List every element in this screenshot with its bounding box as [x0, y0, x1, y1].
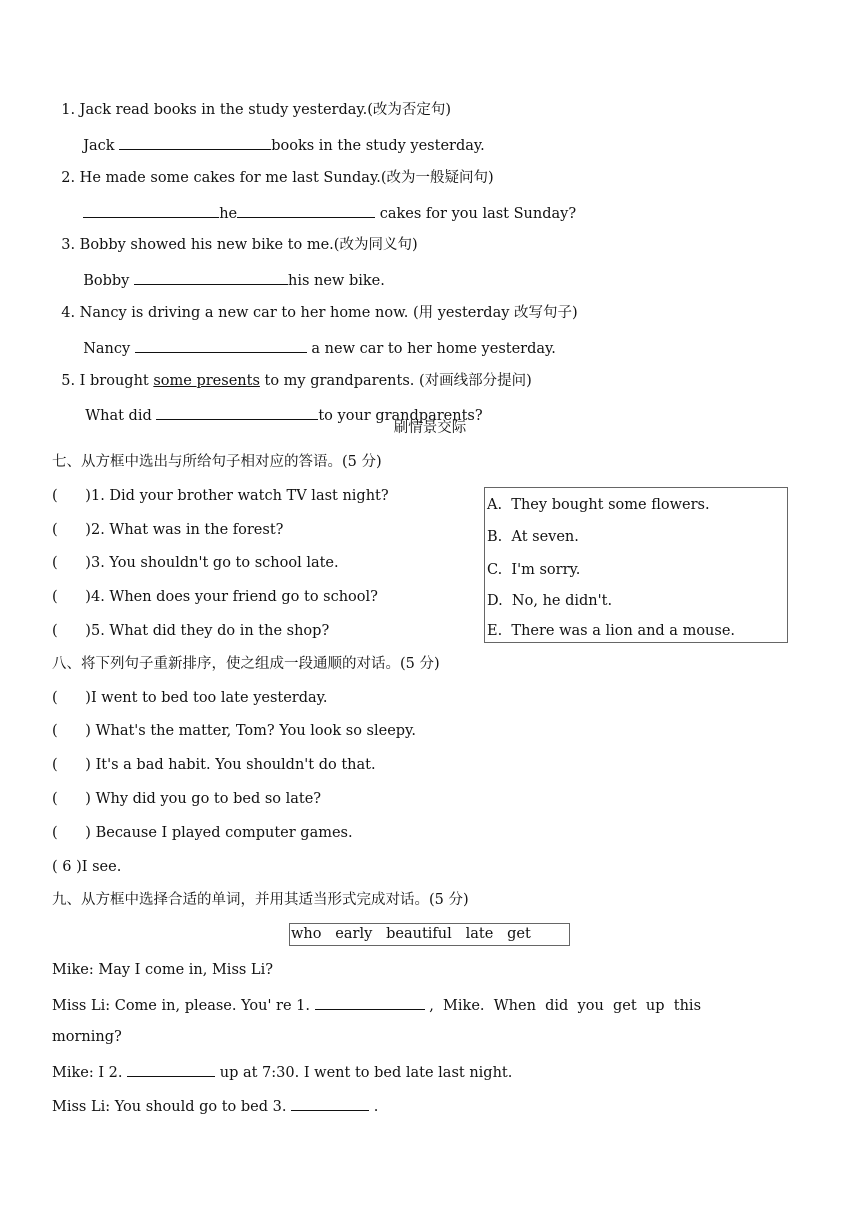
- word-bank: who early beautiful late get: [291, 926, 531, 942]
- s7-question-5: [52, 621, 329, 641]
- a4-post: a new car to her home yesterday.: [311, 341, 556, 357]
- l4-post: .: [373, 1099, 379, 1115]
- dialog-text: I went to bed too late yesterday.: [90, 690, 328, 706]
- l3-post: up at 7:30. I went to bed late last night.: [219, 1065, 513, 1081]
- s8-line-3: [52, 755, 376, 775]
- order-paren[interactable]: ( ): [52, 757, 91, 773]
- a2-mid: he: [219, 206, 238, 222]
- dialog-line-1: Mike: May I come in, Miss Li?: [52, 962, 273, 978]
- s8-line-1: [52, 688, 328, 708]
- s7-question-3: [52, 553, 339, 573]
- answer-paren[interactable]: ( ): [52, 555, 91, 571]
- question-text: 3. You shouldn't go to school late.: [90, 555, 339, 571]
- s8-line-5: [52, 823, 353, 843]
- dialog-blank-3[interactable]: [291, 1095, 369, 1111]
- a5-post: to your grandparents?: [318, 408, 483, 424]
- s7-question-1: [52, 486, 389, 506]
- option-b: B. At seven.: [487, 529, 579, 545]
- q2-text: He made some cakes for me last Sunday.(改为一般疑问句): [79, 170, 494, 186]
- a1-post: books in the study yesterday.: [271, 138, 485, 154]
- option-e: E. There was a lion and a mouse.: [487, 623, 736, 639]
- question-text: 2. What was in the forest?: [90, 522, 284, 538]
- q1-num: 1.: [61, 102, 76, 118]
- dialog-line-3: [52, 1061, 512, 1083]
- q4-text: Nancy is driving a new car to her home now. (用 yesterday 改写句子): [79, 305, 578, 321]
- a3-pre: Bobby: [83, 273, 130, 289]
- dialog-text: It's a bad habit. You shouldn't do that.: [90, 757, 376, 773]
- section-heading: 刷情景交际: [393, 420, 467, 436]
- a1-pre: Jack: [83, 138, 115, 154]
- a5-pre: What did: [85, 408, 152, 424]
- dialog-line-4: [52, 1095, 378, 1117]
- l2-post: , Mike. When did you get up this: [429, 998, 702, 1014]
- order-paren[interactable]: ( ): [52, 825, 91, 841]
- l2-pre: Miss Li: Come in, please. You' re 1.: [52, 998, 311, 1014]
- q1-text: Jack read books in the study yesterday.(改为否定句): [79, 102, 452, 118]
- a4-pre: Nancy: [83, 341, 131, 357]
- order-paren[interactable]: ( ): [52, 791, 91, 807]
- answer-paren[interactable]: ( ): [52, 488, 91, 504]
- l4-pre: Miss Li: You should go to bed 3.: [52, 1099, 287, 1115]
- q5-post: to my grandparents. (对画线部分提问): [264, 373, 532, 389]
- a3-post: his new bike.: [287, 273, 385, 289]
- answer-paren[interactable]: ( ): [52, 522, 91, 538]
- question-text: 1. Did your brother watch TV last night?: [90, 488, 389, 504]
- q5-pre: I brought: [79, 373, 149, 389]
- order-paren: ( 6 ): [52, 859, 82, 875]
- order-paren[interactable]: ( ): [52, 690, 91, 706]
- dialog-line-2-cont: morning?: [52, 1029, 122, 1045]
- q3-text: Bobby showed his new bike to me.(改为同义句): [79, 237, 418, 253]
- dialog-line-2: [52, 994, 701, 1016]
- s8-line-6: [52, 857, 121, 877]
- question-text: 4. When does your friend go to school?: [90, 589, 378, 605]
- question-text: 5. What did they do in the shop?: [90, 623, 330, 639]
- section7-title: 七、从方框中选出与所给句子相对应的答语。(5 分): [52, 454, 382, 470]
- dialog-blank-2[interactable]: [127, 1061, 215, 1077]
- s8-line-2: [52, 721, 416, 741]
- section9-title: 九、从方框中选择合适的单词，并用其适当形式完成对话。(5 分): [52, 892, 469, 908]
- s7-question-4: [52, 587, 378, 607]
- q4-num: 4.: [61, 305, 76, 321]
- l3-pre: Mike: I 2.: [52, 1065, 123, 1081]
- dialog-text: Why did you go to bed so late?: [90, 791, 322, 807]
- option-d: D. No, he didn't.: [487, 593, 613, 609]
- order-paren[interactable]: ( ): [52, 723, 91, 739]
- s8-line-4: [52, 789, 321, 809]
- q3-num: 3.: [61, 237, 76, 253]
- answer-paren[interactable]: ( ): [52, 623, 91, 639]
- section8-title: 八、将下列句子重新排序，使之组成一段通顺的对话。(5 分): [52, 656, 440, 672]
- dialog-blank-1[interactable]: [315, 994, 425, 1010]
- option-a: A. They bought some flowers.: [487, 497, 710, 513]
- a2-post: cakes for you last Sunday?: [379, 206, 577, 222]
- answer-paren[interactable]: ( ): [52, 589, 91, 605]
- q2-num: 2.: [61, 170, 76, 186]
- option-c: C. I'm sorry.: [487, 562, 581, 578]
- q5-num: 5.: [61, 373, 76, 389]
- q5-underlined: some presents: [153, 373, 260, 389]
- dialog-text: I see.: [81, 859, 122, 875]
- dialog-text: Because I played computer games.: [90, 825, 353, 841]
- s7-question-2: [52, 520, 283, 540]
- dialog-text: What's the matter, Tom? You look so sleepy.: [90, 723, 416, 739]
